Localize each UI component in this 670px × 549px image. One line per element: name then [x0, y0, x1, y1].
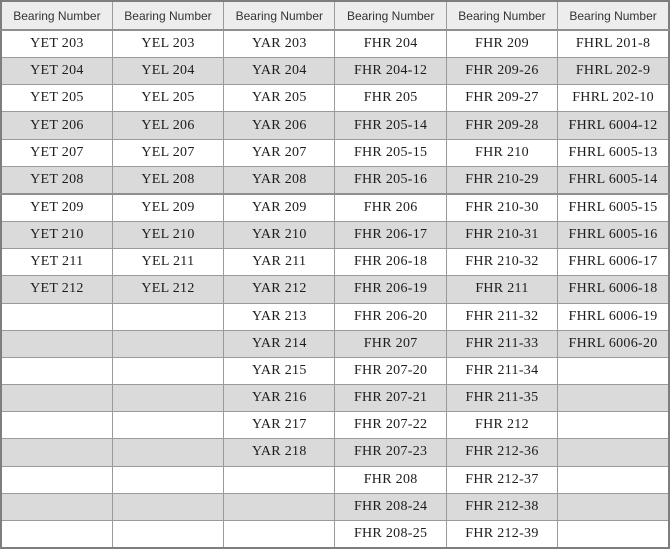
table-cell	[558, 385, 669, 412]
table-cell	[558, 493, 669, 520]
table-cell	[112, 493, 223, 520]
table-cell: YEL 211	[112, 249, 223, 276]
table-row	[1, 58, 669, 85]
table-cell: FHR 207	[335, 330, 446, 357]
table-cell: YAR 206	[224, 112, 335, 139]
table-row	[1, 385, 669, 412]
column-header-4: Bearing Number	[335, 1, 446, 30]
table-cell: YAR 217	[224, 412, 335, 439]
table-cell: FHR 207-22	[335, 412, 446, 439]
table-cell: FHR 206-17	[335, 222, 446, 249]
table-cell: YET 206	[1, 112, 112, 139]
table-cell	[112, 520, 223, 548]
column-header-5: Bearing Number	[446, 1, 557, 30]
table-cell: YAR 205	[224, 85, 335, 112]
table-cell: FHR 204-12	[335, 58, 446, 85]
table-cell: FHR 208	[335, 466, 446, 493]
table-cell: FHR 207-21	[335, 385, 446, 412]
table-cell: FHR 206-20	[335, 303, 446, 330]
table-cell: YAR 215	[224, 357, 335, 384]
table-cell: YEL 212	[112, 276, 223, 303]
table-cell: FHRL 202-9	[558, 58, 669, 85]
table-cell: FHRL 201-8	[558, 30, 669, 58]
table-cell: FHRL 202-10	[558, 85, 669, 112]
table-row	[1, 493, 669, 520]
table-cell: FHR 205	[335, 85, 446, 112]
table-cell: FHR 209-28	[446, 112, 557, 139]
table-row	[1, 85, 669, 112]
table-row	[1, 166, 669, 194]
table-cell: FHR 211-33	[446, 330, 557, 357]
table-cell: FHRL 6005-16	[558, 222, 669, 249]
table-cell: FHR 212	[446, 412, 557, 439]
table-row	[1, 276, 669, 303]
table-cell: FHRL 6005-15	[558, 194, 669, 222]
table-body	[1, 30, 669, 548]
table-cell: YEL 203	[112, 30, 223, 58]
table-cell: FHR 207-20	[335, 357, 446, 384]
table-cell: YAR 218	[224, 439, 335, 466]
table-cell: YET 212	[1, 276, 112, 303]
column-header-2: Bearing Number	[112, 1, 223, 30]
table-cell: YAR 210	[224, 222, 335, 249]
table-cell	[1, 357, 112, 384]
table-row	[1, 249, 669, 276]
table-cell: FHR 209-27	[446, 85, 557, 112]
table-cell: FHR 212-36	[446, 439, 557, 466]
table-cell: YEL 210	[112, 222, 223, 249]
table-cell: YEL 204	[112, 58, 223, 85]
table-cell: YET 205	[1, 85, 112, 112]
table-row	[1, 139, 669, 166]
table-cell	[224, 520, 335, 548]
table-cell	[112, 330, 223, 357]
table-row	[1, 439, 669, 466]
table-cell: YAR 208	[224, 166, 335, 194]
table-cell: YET 211	[1, 249, 112, 276]
table-cell: FHRL 6005-14	[558, 166, 669, 194]
header-row	[1, 1, 669, 30]
table-cell: FHR 204	[335, 30, 446, 58]
table-header	[1, 1, 669, 30]
table-cell	[558, 357, 669, 384]
table-cell: FHR 208-24	[335, 493, 446, 520]
table-row	[1, 330, 669, 357]
table-cell: FHR 205-15	[335, 139, 446, 166]
table-cell: YEL 208	[112, 166, 223, 194]
table-cell: FHR 211-32	[446, 303, 557, 330]
table-cell: FHRL 6004-12	[558, 112, 669, 139]
table-cell: FHRL 6006-20	[558, 330, 669, 357]
table-cell: YAR 212	[224, 276, 335, 303]
table-row	[1, 412, 669, 439]
column-header-1: Bearing Number	[1, 1, 112, 30]
table-cell: YET 208	[1, 166, 112, 194]
table-row	[1, 112, 669, 139]
table-cell: YET 210	[1, 222, 112, 249]
table-row	[1, 303, 669, 330]
table-cell	[224, 466, 335, 493]
table-cell: YAR 203	[224, 30, 335, 58]
table-cell: YAR 209	[224, 194, 335, 222]
table-cell: YET 207	[1, 139, 112, 166]
table-cell	[558, 520, 669, 548]
table-cell: YAR 213	[224, 303, 335, 330]
table-cell: FHR 209-26	[446, 58, 557, 85]
table-cell: FHR 210-32	[446, 249, 557, 276]
table-cell: FHRL 6006-18	[558, 276, 669, 303]
table-cell: FHR 210-29	[446, 166, 557, 194]
table-cell	[1, 330, 112, 357]
table-cell: FHR 210-31	[446, 222, 557, 249]
table-cell	[1, 412, 112, 439]
table-cell: FHR 206-18	[335, 249, 446, 276]
table-cell: FHR 212-39	[446, 520, 557, 548]
table-row	[1, 466, 669, 493]
table-row	[1, 30, 669, 58]
table-cell	[112, 466, 223, 493]
table-cell: FHR 205-16	[335, 166, 446, 194]
table-cell: FHRL 6005-13	[558, 139, 669, 166]
table-cell	[224, 493, 335, 520]
table-cell: FHR 211-35	[446, 385, 557, 412]
table-cell: YAR 214	[224, 330, 335, 357]
table-cell: YEL 207	[112, 139, 223, 166]
table-row	[1, 520, 669, 548]
table-cell: FHR 211-34	[446, 357, 557, 384]
table-cell: FHR 207-23	[335, 439, 446, 466]
table-cell: FHR 205-14	[335, 112, 446, 139]
table-cell: FHR 211	[446, 276, 557, 303]
table-cell: FHR 210	[446, 139, 557, 166]
table-cell: YAR 216	[224, 385, 335, 412]
table-cell	[112, 385, 223, 412]
table-cell	[112, 439, 223, 466]
table-row	[1, 222, 669, 249]
table-cell	[1, 520, 112, 548]
table-cell: FHR 209	[446, 30, 557, 58]
table-cell: FHRL 6006-19	[558, 303, 669, 330]
table-cell: YAR 211	[224, 249, 335, 276]
table-row	[1, 194, 669, 222]
table-cell	[1, 439, 112, 466]
table-cell: YET 203	[1, 30, 112, 58]
table-cell: YET 204	[1, 58, 112, 85]
table-cell: YET 209	[1, 194, 112, 222]
table-cell	[558, 412, 669, 439]
table-cell: FHR 210-30	[446, 194, 557, 222]
table-cell	[1, 493, 112, 520]
table-cell	[558, 466, 669, 493]
table-cell: FHR 206-19	[335, 276, 446, 303]
table-cell: YEL 205	[112, 85, 223, 112]
table-cell	[558, 439, 669, 466]
column-header-3: Bearing Number	[224, 1, 335, 30]
table-cell: FHR 208-25	[335, 520, 446, 548]
table-cell: FHR 206	[335, 194, 446, 222]
table-cell	[1, 466, 112, 493]
column-header-6: Bearing Number	[558, 1, 669, 30]
table-cell	[112, 412, 223, 439]
table-cell: FHR 212-38	[446, 493, 557, 520]
table-cell: YEL 209	[112, 194, 223, 222]
table-cell: FHRL 6006-17	[558, 249, 669, 276]
table-cell	[112, 357, 223, 384]
table-cell: YAR 207	[224, 139, 335, 166]
table-cell: YEL 206	[112, 112, 223, 139]
table-cell: FHR 212-37	[446, 466, 557, 493]
table-row	[1, 357, 669, 384]
table-cell	[112, 303, 223, 330]
table-cell	[1, 303, 112, 330]
table-cell: YAR 204	[224, 58, 335, 85]
table-cell	[1, 385, 112, 412]
